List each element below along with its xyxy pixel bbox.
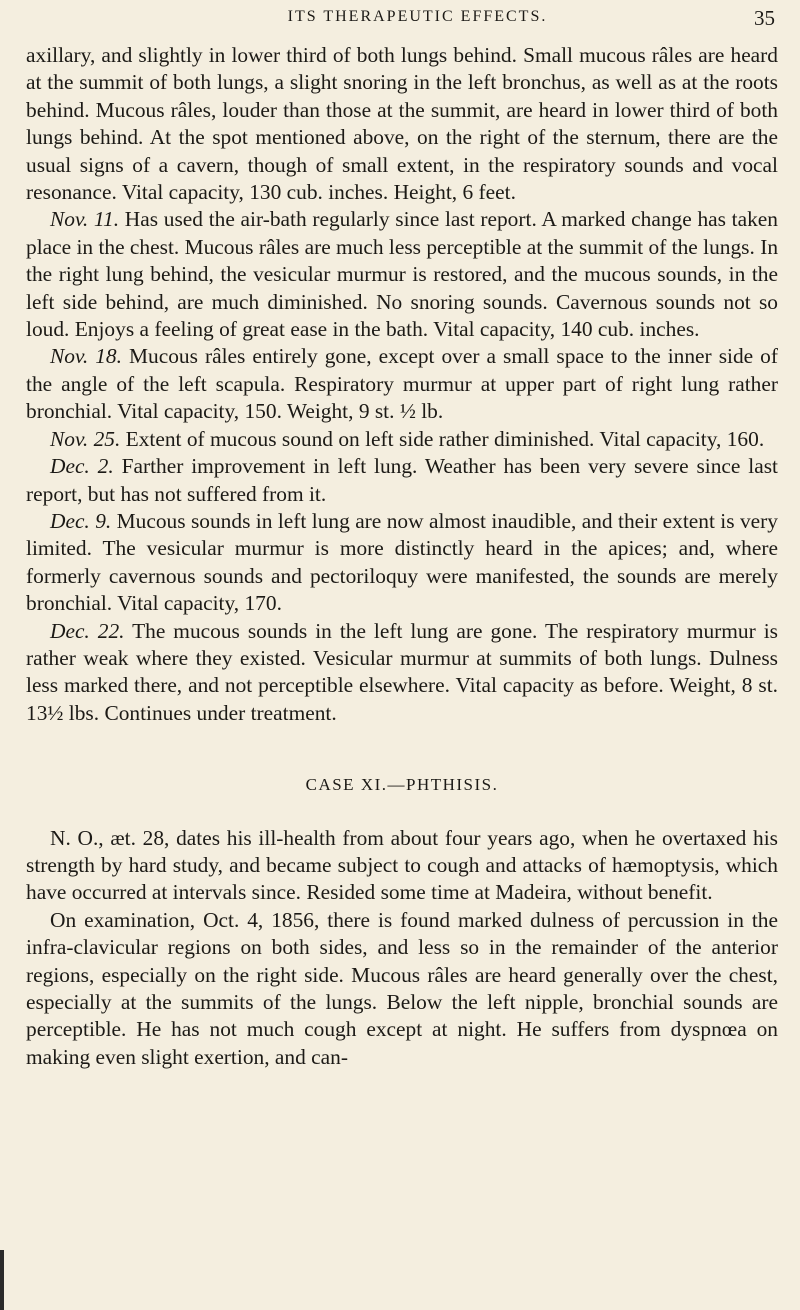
paragraph-text: Has used the air-bath regularly since last report. A marked change has taken place in the chest. Mucous râles are much less perceptible at the summit of the lungs. In the right lung behind, the vesicular murmur is restored, and the mucous sounds, in the left side behind, are much diminished. No snoring sounds. Cavernous sounds not so loud. Enjoys a feeling of great ease in the bath. Vital capacity, 140 cub. inches.	[26, 207, 779, 342]
case-paragraph-examination	[26, 907, 778, 1071]
entry-date: Nov. 18.	[50, 344, 122, 369]
paragraph-dec-22	[26, 618, 778, 728]
body-text	[26, 42, 778, 1071]
page-number: 35	[754, 6, 775, 30]
entry-date: Nov. 25.	[50, 426, 121, 451]
paragraph-text: Extent of mucous sound on left side rather diminished. Vital capacity, 160.	[120, 426, 765, 451]
entry-date: Nov. 11.	[50, 207, 120, 232]
case-paragraph-history	[26, 825, 778, 907]
entry-date: Dec. 22.	[50, 618, 125, 643]
running-title: ITS THERAPEUTIC EFFECTS.	[287, 8, 548, 25]
running-head	[60, 6, 775, 32]
entry-date: Dec. 2.	[50, 454, 114, 479]
paragraph-nov-11	[26, 206, 778, 343]
paragraph-text: On examination, Oct. 4, 1856, there is found marked dulness of percussion in the infra-clavicular regions on both sides, and less so in the remainder of the anterior regions, especially on the right side. Mucous râles are heard generally over the chest, especially at the summits of the lungs. Below the left nipple, bronchial sounds are perceptible. He has not much cough except at night. He suffers from dyspnœa on making even slight exertion, and can-	[26, 907, 778, 1069]
paragraph-continuation	[26, 42, 778, 206]
page-edge-shadow	[0, 1250, 4, 1310]
paragraph-text: axillary, and slightly in lower third of both lungs behind. Small mucous râles are heard at the summit of both lungs, a slight snoring in the left bronchus, as well as at the roots behind. Mucous râles, louder than those at the summit, are heard in lower third of both lungs behind. At the spot mentioned above, on the right of the sternum, there are the usual signs of a cavern, though of small extent, in the respiratory sounds and vocal resonance. Vital capacity, 130 cub. inches. Height, 6 feet.	[26, 43, 778, 205]
case-heading: CASE XI.—PHTHISIS.	[305, 775, 499, 795]
paragraph-dec-9	[26, 508, 778, 618]
paragraph-text: Mucous râles entirely gone, except over a small space to the inner side of the angle of the left scapula. Respiratory murmur at upper part of right lung rather bronchial. Vital capacity, 150. Weight, 9 st. ½ lb.	[26, 344, 778, 424]
paragraph-nov-18	[26, 343, 778, 425]
paragraph-text: N. O., æt. 28, dates his ill-health from about four years ago, when he overtaxed his strength by hard study, and became subject to cough and attacks of hæmoptysis, which have occurred at intervals since. Resided some time at Madeira, without benefit.	[26, 825, 778, 905]
entry-date: Dec. 9.	[50, 508, 112, 533]
paragraph-dec-2	[26, 453, 778, 508]
paragraph-text: The mucous sounds in the left lung are gone. The respiratory murmur is rather weak where they existed. Vesicular murmur at summits of both lungs. Dulness less marked there, and not perceptible elsewhere. Vital capacity as before. Weight, 8 st. 13½ lbs. Continues under treatment.	[26, 618, 778, 725]
paragraph-text: Farther improvement in left lung. Weather has been very severe since last report, but has not suffered from it.	[26, 454, 778, 506]
paragraph-text: Mucous sounds in left lung are now almost inaudible, and their extent is very limited. The vesicular murmur is more distinctly heard in the apices; and, where formerly cavernous sounds and pectoriloquy were manifested, the sounds are merely bronchial. Vital capacity, 170.	[26, 508, 778, 616]
paragraph-nov-25	[26, 426, 778, 453]
